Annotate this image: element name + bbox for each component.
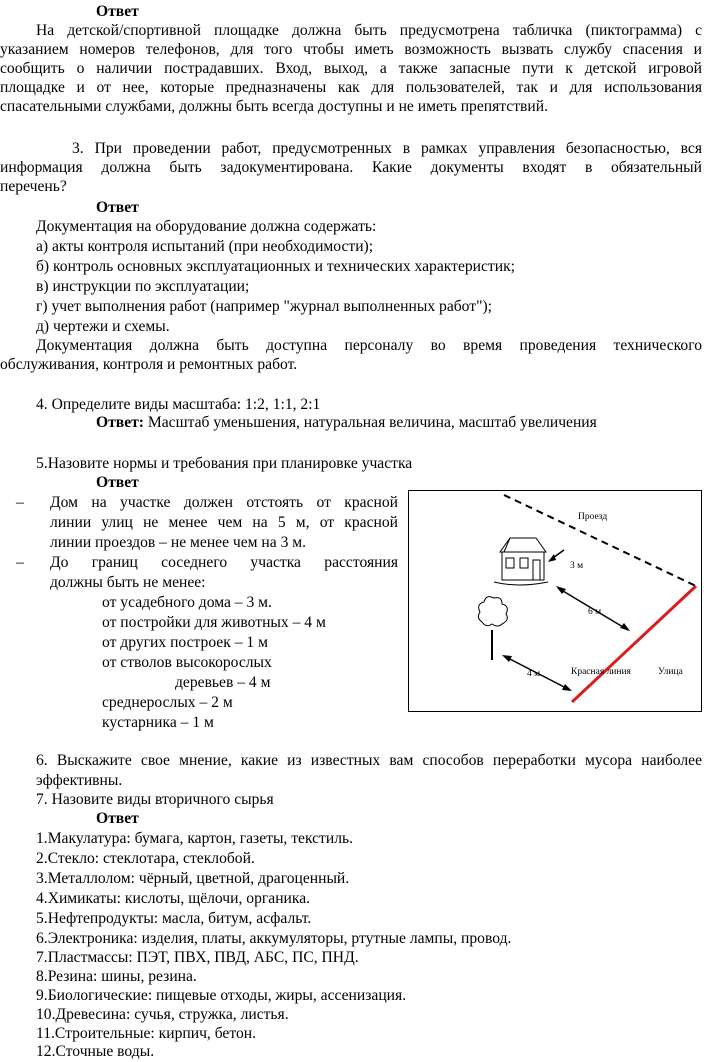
- answer-3-intro: Документация на оборудование должна содержать:: [36, 218, 377, 235]
- paragraph-line: сообщить о наличии пострадавших. Вход, выход, а также запасные пути к детской игровой: [0, 60, 702, 77]
- paragraph-line: спасательными службами, должны быть всегда доступны и не иметь препятствий.: [0, 98, 548, 115]
- label-road: Проезд: [578, 512, 608, 522]
- distance-item: от постройки для животных – 4 м: [102, 614, 326, 631]
- question-3-line: перечень?: [0, 178, 67, 195]
- distance-item: кустарника – 1 м: [102, 714, 214, 731]
- distance-item: от стволов высокорослых: [102, 654, 272, 671]
- answer-3-item: в) инструкции по эксплуатации;: [36, 278, 250, 295]
- answer-5-item1-line: линии проездов – не менее чем на 3 м.: [50, 534, 307, 551]
- label-6m: 6 м: [588, 607, 602, 617]
- answer-4: [96, 413, 597, 433]
- recyclable-item: 4.Химикаты: кислоты, щёлочи, органика.: [36, 890, 311, 907]
- label-red-line: Красная линия: [571, 667, 631, 677]
- answer-3-outro: Документация должна быть доступна персоналу во время проведения технического: [36, 337, 702, 354]
- answer-5-item2-line: должны быть не менее:: [50, 574, 206, 591]
- question-7: 7. Назовите виды вторичного сырья: [36, 791, 274, 808]
- dash-bullet: –: [16, 494, 24, 511]
- label-street: Улица: [658, 667, 683, 677]
- distance-item: от усадебного дома – 3 м.: [102, 594, 272, 611]
- answer-3-item: д) чертежи и схемы.: [36, 318, 170, 335]
- answer-label: Ответ: [96, 3, 139, 20]
- recyclable-item: 12.Сточные воды.: [36, 1043, 155, 1060]
- answer-3-item: а) акты контроля испытаний (при необходимости);: [36, 238, 374, 255]
- question-3-line: информация должна быть задокументирована. Какие документы входят в обязательный: [0, 159, 702, 176]
- dash-bullet: –: [16, 554, 24, 571]
- label-4m: 4 м: [527, 669, 541, 679]
- question-3-line: 3. При проведении работ, предусмотренных в рамках управления безопасностью, вся: [72, 140, 702, 157]
- answer-4-text: Масштаб уменьшения, натуральная величина, масштаб увеличения: [147, 414, 597, 431]
- recyclable-item: 7.Пластмассы: ПЭТ, ПВХ, ПВД, АБС, ПС, ПНД.: [36, 949, 359, 966]
- recyclable-item: 9.Биологические: пищевые отходы, жиры, ассенизация.: [36, 987, 407, 1004]
- recyclable-item: 11.Строительные: кирпич, бетон.: [36, 1025, 257, 1042]
- answer-5-item1-line: Дом на участке должен отстоять от красной: [50, 494, 398, 511]
- diagram-frame: [409, 491, 702, 712]
- answer-label: Ответ: [96, 199, 139, 216]
- distance-item: деревьев – 4 м: [175, 674, 271, 691]
- answer-3-item: б) контроль основных эксплуатационных и технических характеристик;: [36, 258, 515, 275]
- label-3m: 3 м: [570, 561, 584, 571]
- recyclable-item: 6.Электроника: изделия, платы, аккумуляторы, ртутные лампы, провод.: [36, 930, 512, 947]
- question-6-line: эффективны.: [36, 772, 123, 789]
- question-5: 5.Назовите нормы и требования при планировке участка: [36, 455, 413, 472]
- diagram-svg: [408, 490, 702, 712]
- answer-label: Ответ: [96, 810, 139, 827]
- question-4: 4. Определите виды масштаба: 1:2, 1:1, 2:1: [36, 396, 321, 413]
- paragraph-line: площадке и от нее, которые предназначены как для пользователей, так и для использования: [0, 79, 702, 96]
- distance-item: среднерослых – 2 м: [102, 694, 233, 711]
- recyclable-item: 10.Древесина: сучья, стружка, листья.: [36, 1006, 289, 1023]
- distance-item: от других построек – 1 м: [102, 634, 268, 651]
- answer-label: Ответ:: [96, 414, 144, 431]
- recyclable-item: 5.Нефтепродукты: масла, битум, асфальт.: [36, 910, 312, 927]
- question-6-line: 6. Выскажите свое мнение, какие из известных вам способов переработки мусора наиболее: [36, 752, 702, 769]
- recyclable-item: 2.Стекло: стеклотара, стеклобой.: [36, 850, 255, 867]
- answer-5-item2-line: До границ соседнего участка расстояния: [50, 554, 398, 571]
- recyclable-item: 3.Металлолом: чёрный, цветной, драгоценный.: [36, 870, 350, 887]
- answer-5-item1-line: линии улиц не менее чем на 5 м, от красной: [50, 514, 398, 531]
- plot-layout-diagram: [408, 490, 702, 712]
- recyclable-item: 1.Макулатура: бумага, картон, газеты, текстиль.: [36, 830, 354, 847]
- paragraph-line: указанием номеров телефонов, для того чтобы иметь возможность вызвать службу спасения и: [0, 41, 702, 58]
- paragraph-line: На детской/спортивной площадке должна быть предусмотрена табличка (пиктограмма) с: [36, 22, 702, 39]
- answer-3-item: г) учет выполнения работ (например "журнал выполненных работ");: [36, 298, 492, 315]
- answer-3-outro: обслуживания, контроля и ремонтных работ.: [0, 356, 298, 373]
- answer-label: Ответ: [96, 474, 139, 491]
- recyclable-item: 8.Резина: шины, резина.: [36, 968, 197, 985]
